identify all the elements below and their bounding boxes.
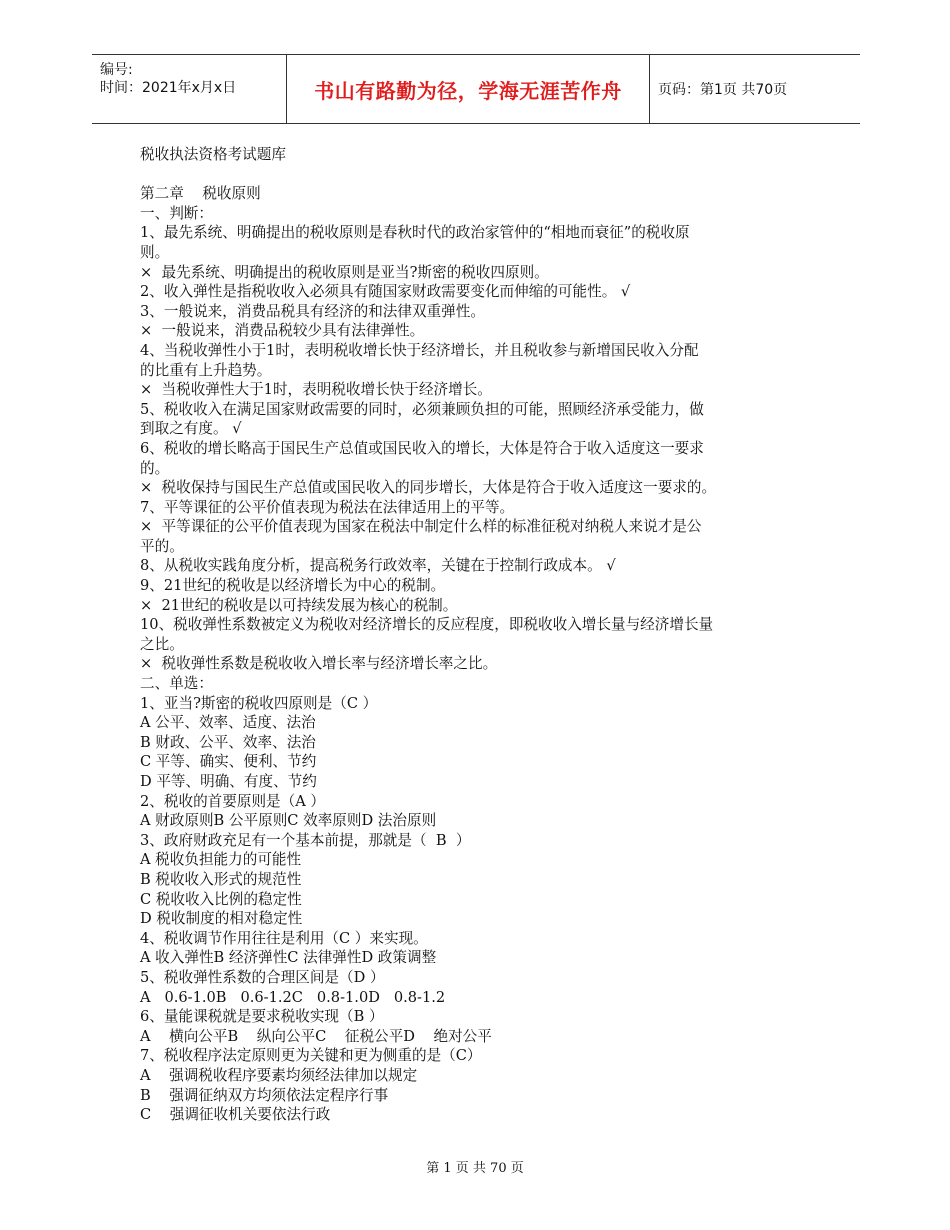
text-line: 10、税收弹性系数被定义为税收对经济增长的反应程度，即税收收入增长量与经济增长量 [140, 616, 714, 634]
header-meta [92, 55, 286, 123]
text-line: 1、亚当?斯密的税收四原则是（C ） [140, 694, 378, 712]
text-line: 的。 [140, 459, 170, 477]
text-line: 第二章 税收原则 [140, 185, 261, 203]
text-line: A 公平、效率、适度、法治 [140, 714, 316, 732]
header-number-label: 编号: [100, 62, 133, 78]
text-line: × 21世纪的税收是以可持续发展为核心的税制。 [140, 596, 458, 614]
text-line: 到取之有度。 √ [140, 420, 242, 438]
text-line: 5、税收收入在满足国家财政需要的同时，必须兼顾负担的可能，照顾经济承受能力，做 [140, 400, 704, 418]
text-line: D 税收制度的相对稳定性 [140, 910, 303, 928]
text-line: 4、税收调节作用往往是利用（C ）来实现。 [140, 929, 428, 947]
text-line: 4、当税收弹性小于1时，表明税收增长快于经济增长，并且税收参与新增国民收入分配 [140, 341, 699, 359]
text-line: 9、21世纪的税收是以经济增长为中心的税制。 [140, 577, 446, 595]
text-line: 7、税收程序法定原则更为关键和更为侧重的是（C） [140, 1047, 482, 1065]
text-line: 2、收入弹性是指税收收入必须具有随国家财政需要变化而伸缩的可能性。 √ [140, 283, 631, 301]
text-line: 二、单选： [140, 675, 213, 693]
document-title: 税收执法资格考试题库 [140, 146, 286, 163]
text-line: B 税收收入形式的规范性 [140, 870, 302, 888]
page-header [92, 54, 860, 124]
text-line: × 税收保持与国民生产总值或国民收入的同步增长，大体是符合于收入适度这一要求的。 [140, 479, 717, 497]
header-motto: 书山有路勤为径，学海无涯苦作舟 [286, 55, 650, 123]
document-body [140, 145, 820, 1125]
text-line: × 最先系统、明确提出的税收原则是亚当?斯密的税收四原则。 [140, 263, 549, 281]
text-line: 平的。 [140, 537, 184, 555]
text-line: 2、税收的首要原则是（A ） [140, 792, 325, 810]
text-line: × 平等课征的公平价值表现为国家在税法中制定什么样的标准征税对纳税人来说才是公 [140, 518, 702, 536]
text-line: 3、政府财政充足有一个基本前提，那就是（ B ） [140, 831, 471, 849]
text-line: A 税收负担能力的可能性 [140, 851, 302, 869]
text-line: A 收入弹性B 经济弹性C 法律弹性D 政策调整 [140, 949, 437, 967]
text-line: 的比重有上升趋势。 [140, 361, 272, 379]
page-footer: 第 1 页 共 70 页 [426, 1161, 524, 1176]
text-line: B 财政、公平、效率、法治 [140, 733, 316, 751]
text-line: A 强调税收程序要素均须经法律加以规定 [140, 1066, 418, 1084]
text-line: A 0.6-1.0B 0.6-1.2C 0.8-1.0D 0.8-1.2 [140, 988, 446, 1006]
text-line: A 财政原则B 公平原则C 效率原则D 法治原则 [140, 812, 437, 830]
text-line: A 横向公平B 纵向公平C 征税公平D 绝对公平 [140, 1027, 492, 1045]
text-line: 则。 [140, 243, 170, 261]
text-line: 一、判断： [140, 204, 213, 222]
text-line: 6、量能课税就是要求税收实现（B ） [140, 1008, 384, 1026]
header-time-label: 时间：2021年x月x日 [100, 80, 237, 96]
text-line: 6、税收的增长略高于国民生产总值或国民收入的增长，大体是符合于收入适度这一要求 [140, 439, 704, 457]
text-line: 之比。 [140, 635, 184, 653]
text-line: × 当税收弹性大于1时，表明税收增长快于经济增长。 [140, 381, 492, 399]
text-line: × 税收弹性系数是税收收入增长率与经济增长率之比。 [140, 655, 498, 673]
text-line: C 强调征收机关要依法行政 [140, 1106, 331, 1124]
text-line: 1、最先系统、明确提出的税收原则是春秋时代的政治家管仲的“相地而衰征”的税收原 [140, 224, 690, 242]
header-page-info: 页码：第1页 共70页 [658, 82, 788, 98]
text-line: 5、税收弹性系数的合理区间是（D ） [140, 968, 385, 986]
text-line: C 税收收入比例的稳定性 [140, 890, 302, 908]
text-line: 8、从税收实践角度分析，提高税务行政效率，关键在于控制行政成本。 √ [140, 557, 616, 575]
text-line: × 一般说来，消费品税较少具有法律弹性。 [140, 322, 425, 340]
text-line: 7、平等课征的公平价值表现为税法在法律适用上的平等。 [140, 498, 515, 516]
text-line: 3、一般说来，消费品税具有经济的和法律双重弹性。 [140, 302, 485, 320]
text-line: B 强调征纳双方均须依法定程序行事 [140, 1086, 389, 1104]
text-line: C 平等、确实、便利、节约 [140, 753, 317, 771]
question-lines [140, 184, 820, 1125]
text-line: D 平等、明确、有度、节约 [140, 773, 317, 790]
